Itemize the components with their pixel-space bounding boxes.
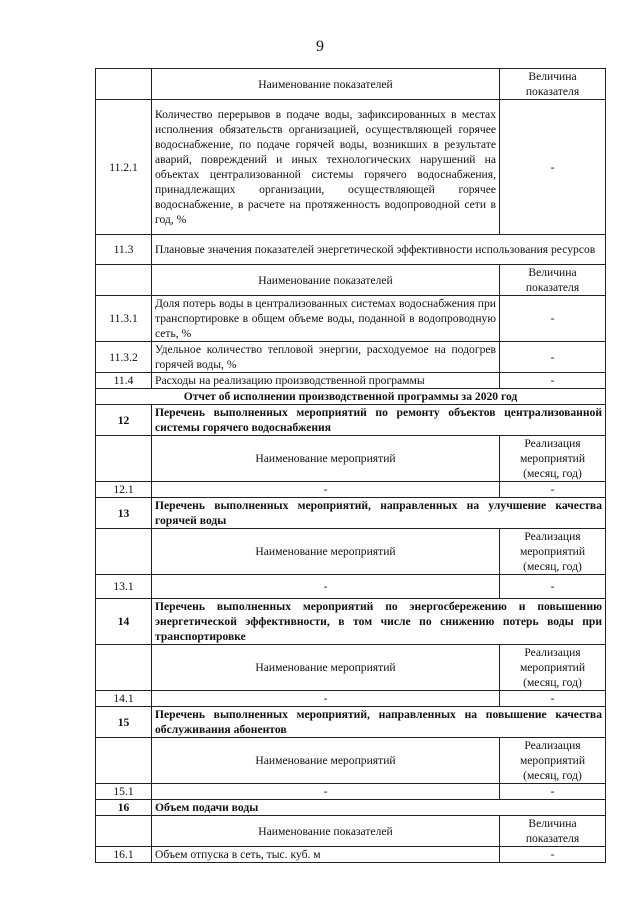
section-title: Перечень выполненных мероприятий, направленных на повышение качества обслуживания абонентов <box>152 707 606 738</box>
section-row <box>96 405 606 436</box>
table-header-row <box>96 816 606 847</box>
row-value: - <box>500 296 606 342</box>
row-value: - <box>500 482 606 498</box>
empty-cell <box>96 645 152 691</box>
row-text: Плановые значения показателей энергетической эффективности использования ресурсов <box>152 235 606 265</box>
row-number: 13.1 <box>96 575 152 599</box>
section-title: Перечень выполненных мероприятий по энергосбережению и повышению энергетической эффективности, в том числе по снижению потерь воды при транспортировке <box>152 599 606 645</box>
empty-cell <box>96 816 152 847</box>
section-number: 12 <box>96 405 152 436</box>
row-number: 11.3 <box>96 235 152 265</box>
row-number: 11.3.1 <box>96 296 152 342</box>
report-title-row <box>96 389 606 405</box>
column-header-name: Наименование показателей <box>152 69 500 100</box>
report-title: Отчет об исполнении производственной программы за 2020 год <box>96 389 606 405</box>
section-number: 15 <box>96 707 152 738</box>
section-title: Объем подачи воды <box>152 800 606 816</box>
section-row <box>96 498 606 529</box>
row-text: Объем отпуска в сеть, тыс. куб. м <box>152 847 500 863</box>
table-header-row <box>96 529 606 575</box>
row-text: - <box>152 691 500 707</box>
column-header-realization: Реализация мероприятий (месяц, год) <box>500 738 606 784</box>
table-row <box>96 296 606 342</box>
row-number: 12.1 <box>96 482 152 498</box>
row-text: - <box>152 784 500 800</box>
table-header-row <box>96 265 606 296</box>
row-number: 11.4 <box>96 373 152 389</box>
empty-cell <box>96 436 152 482</box>
table-row <box>96 235 606 265</box>
section-row <box>96 599 606 645</box>
section-number: 13 <box>96 498 152 529</box>
page-number: 9 <box>316 38 324 55</box>
row-value: - <box>500 342 606 373</box>
column-header-value: Величина показателя <box>500 69 606 100</box>
row-number: 16.1 <box>96 847 152 863</box>
empty-cell <box>96 69 152 100</box>
section-title: Перечень выполненных мероприятий, направленных на улучшение качества горячей воды <box>152 498 606 529</box>
row-text: Удельное количество тепловой энергии, расходуемое на подогрев горячей воды, % <box>152 342 500 373</box>
row-value: - <box>500 373 606 389</box>
table-header-row <box>96 645 606 691</box>
column-header-measures: Наименование мероприятий <box>152 738 500 784</box>
row-value: - <box>500 784 606 800</box>
table-row <box>96 482 606 498</box>
table-row <box>96 100 606 235</box>
row-text: Доля потерь воды в централизованных системах водоснабжения при транспортировке в общем объеме воды, поданной в водопроводную сеть, % <box>152 296 500 342</box>
column-header-realization: Реализация мероприятий (месяц, год) <box>500 529 606 575</box>
row-number: 11.3.2 <box>96 342 152 373</box>
section-title: Перечень выполненных мероприятий по ремонту объектов централизованной системы горячего водоснабжения <box>152 405 606 436</box>
column-header-value: Величина показателя <box>500 265 606 296</box>
section-row <box>96 800 606 816</box>
section-number: 16 <box>96 800 152 816</box>
column-header-measures: Наименование мероприятий <box>152 436 500 482</box>
column-header-name: Наименование показателей <box>152 816 500 847</box>
row-value: - <box>500 691 606 707</box>
table-row <box>96 342 606 373</box>
section-row <box>96 707 606 738</box>
row-value: - <box>500 100 606 235</box>
table-row <box>96 691 606 707</box>
table-row <box>96 373 606 389</box>
empty-cell <box>96 265 152 296</box>
row-number: 14.1 <box>96 691 152 707</box>
table-header-row <box>96 436 606 482</box>
column-header-name: Наименование показателей <box>152 265 500 296</box>
table-row <box>96 847 606 863</box>
row-value: - <box>500 847 606 863</box>
row-text: - <box>152 575 500 599</box>
row-value: - <box>500 575 606 599</box>
empty-cell <box>96 529 152 575</box>
table-row <box>96 575 606 599</box>
row-number: 15.1 <box>96 784 152 800</box>
empty-cell <box>96 738 152 784</box>
column-header-realization: Реализация мероприятий (месяц, год) <box>500 645 606 691</box>
row-text: - <box>152 482 500 498</box>
table-header-row <box>96 69 606 100</box>
column-header-value: Величина показателя <box>500 816 606 847</box>
column-header-realization: Реализация мероприятий (месяц, год) <box>500 436 606 482</box>
column-header-measures: Наименование мероприятий <box>152 645 500 691</box>
section-number: 14 <box>96 599 152 645</box>
column-header-measures: Наименование мероприятий <box>152 529 500 575</box>
table-row <box>96 784 606 800</box>
row-number: 11.2.1 <box>96 100 152 235</box>
row-text: Расходы на реализацию производственной программы <box>152 373 500 389</box>
row-text: Количество перерывов в подаче воды, зафиксированных в местах исполнения обязательств организацией, осуществляющей горячее водоснабжение, по подаче горячей воды, возникших в результате аварий, повреждений и иных технологических нарушений на объектах централизованной системы горячего водоснабжения, принадлежащих организации, осуществляющей горячее водоснабжение, в расчете на протяженность водопроводной сети в год, % <box>152 100 500 235</box>
indicators-table <box>95 68 606 863</box>
table-header-row <box>96 738 606 784</box>
